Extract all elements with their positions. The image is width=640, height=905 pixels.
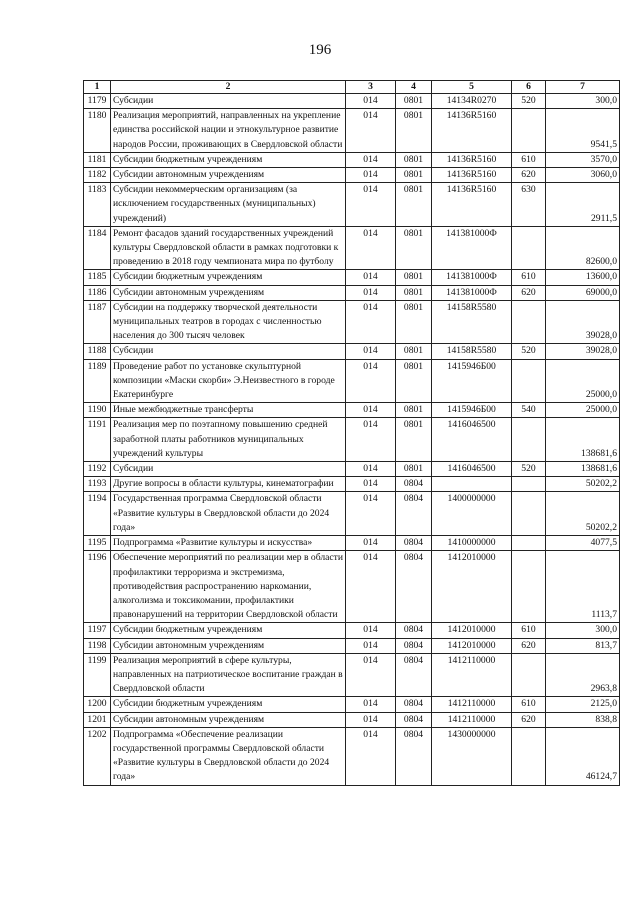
table-row bbox=[84, 638, 620, 653]
row-name: Реализация мер по поэтапному повышению средней заработной платы работников муниципальных учреждений культуры bbox=[111, 418, 346, 462]
table-row bbox=[84, 168, 620, 183]
row-name: Реализация мероприятий в сфере культуры, направленных на патриотическое воспитание граждан в Свердловской области bbox=[111, 653, 346, 697]
row-expense-type bbox=[512, 418, 546, 462]
row-expense-type: 610 bbox=[512, 623, 546, 638]
row-number: 1185 bbox=[84, 270, 111, 285]
table-row bbox=[84, 152, 620, 167]
row-target-code: 1430000000 bbox=[432, 727, 512, 785]
row-section-code: 0801 bbox=[396, 359, 432, 403]
row-sum: 838,8 bbox=[546, 712, 620, 727]
row-name: Ремонт фасадов зданий государственных учреждений культуры Свердловской области в рамках подготовки к проведению в 2018 году чемпионата мира по футболу bbox=[111, 226, 346, 270]
row-expense-type bbox=[512, 551, 546, 623]
row-name: Подпрограмма «Развитие культуры и искусства» bbox=[111, 536, 346, 551]
row-admin-code: 014 bbox=[346, 403, 396, 418]
row-admin-code: 014 bbox=[346, 536, 396, 551]
row-number: 1188 bbox=[84, 344, 111, 359]
row-admin-code: 014 bbox=[346, 359, 396, 403]
row-sum: 25000,0 bbox=[546, 403, 620, 418]
row-name: Подпрограмма «Обеспечение реализации государственной программы Свердловской области «Развитие культуры в Свердловской области до 2024 года» bbox=[111, 727, 346, 785]
table-row bbox=[84, 623, 620, 638]
row-admin-code: 014 bbox=[346, 94, 396, 109]
table-row bbox=[84, 94, 620, 109]
row-target-code: 1412010000 bbox=[432, 638, 512, 653]
row-sum: 2911,5 bbox=[546, 183, 620, 227]
row-expense-type: 610 bbox=[512, 270, 546, 285]
row-name: Субсидии бюджетным учреждениям bbox=[111, 697, 346, 712]
row-expense-type bbox=[512, 477, 546, 492]
table-row bbox=[84, 536, 620, 551]
row-name: Субсидии автономным учреждениям bbox=[111, 285, 346, 300]
row-name: Субсидии бюджетным учреждениям bbox=[111, 270, 346, 285]
row-number: 1200 bbox=[84, 697, 111, 712]
column-header: 5 bbox=[432, 81, 512, 94]
row-admin-code: 014 bbox=[346, 712, 396, 727]
row-section-code: 0804 bbox=[396, 477, 432, 492]
row-sum: 69000,0 bbox=[546, 285, 620, 300]
row-name: Субсидии bbox=[111, 462, 346, 477]
row-section-code: 0801 bbox=[396, 152, 432, 167]
row-number: 1187 bbox=[84, 300, 111, 344]
row-number: 1193 bbox=[84, 477, 111, 492]
table-row bbox=[84, 418, 620, 462]
row-admin-code: 014 bbox=[346, 638, 396, 653]
row-admin-code: 014 bbox=[346, 226, 396, 270]
row-sum: 2963,8 bbox=[546, 653, 620, 697]
row-sum: 1113,7 bbox=[546, 551, 620, 623]
table-row bbox=[84, 285, 620, 300]
table-row bbox=[84, 344, 620, 359]
row-section-code: 0804 bbox=[396, 551, 432, 623]
row-admin-code: 014 bbox=[346, 492, 396, 536]
row-expense-type: 610 bbox=[512, 697, 546, 712]
row-target-code: 14158R5580 bbox=[432, 344, 512, 359]
row-target-code: 1412110000 bbox=[432, 712, 512, 727]
row-target-code: 1416046500 bbox=[432, 462, 512, 477]
row-name: Проведение работ по установке скульптурной композиции «Маски скорби» Э.Неизвестного в городе Екатеринбурге bbox=[111, 359, 346, 403]
row-expense-type: 620 bbox=[512, 285, 546, 300]
row-admin-code: 014 bbox=[346, 270, 396, 285]
column-header: 2 bbox=[111, 81, 346, 94]
row-name: Государственная программа Свердловской области «Развитие культуры в Свердловской области до 2024 года» bbox=[111, 492, 346, 536]
row-name: Субсидии автономным учреждениям bbox=[111, 168, 346, 183]
row-number: 1184 bbox=[84, 226, 111, 270]
column-header: 3 bbox=[346, 81, 396, 94]
row-admin-code: 014 bbox=[346, 462, 396, 477]
row-expense-type: 620 bbox=[512, 638, 546, 653]
row-section-code: 0801 bbox=[396, 300, 432, 344]
row-section-code: 0801 bbox=[396, 168, 432, 183]
row-section-code: 0801 bbox=[396, 344, 432, 359]
row-section-code: 0804 bbox=[396, 697, 432, 712]
row-target-code: 141381000Ф bbox=[432, 285, 512, 300]
row-sum: 46124,7 bbox=[546, 727, 620, 785]
row-section-code: 0804 bbox=[396, 536, 432, 551]
row-target-code: 1412110000 bbox=[432, 653, 512, 697]
row-admin-code: 014 bbox=[346, 623, 396, 638]
row-name: Другие вопросы в области культуры, кинематографии bbox=[111, 477, 346, 492]
row-expense-type: 540 bbox=[512, 403, 546, 418]
row-section-code: 0801 bbox=[396, 403, 432, 418]
row-target-code: 141381000Ф bbox=[432, 270, 512, 285]
row-number: 1190 bbox=[84, 403, 111, 418]
row-admin-code: 014 bbox=[346, 344, 396, 359]
row-admin-code: 014 bbox=[346, 697, 396, 712]
page-number: 196 bbox=[308, 42, 332, 58]
row-number: 1180 bbox=[84, 109, 111, 153]
row-name: Субсидии bbox=[111, 344, 346, 359]
row-name: Субсидии автономным учреждениям bbox=[111, 638, 346, 653]
row-number: 1197 bbox=[84, 623, 111, 638]
row-section-code: 0804 bbox=[396, 638, 432, 653]
row-sum: 2125,0 bbox=[546, 697, 620, 712]
row-expense-type bbox=[512, 492, 546, 536]
row-section-code: 0801 bbox=[396, 270, 432, 285]
row-target-code: 14134R0270 bbox=[432, 94, 512, 109]
row-sum: 39028,0 bbox=[546, 344, 620, 359]
row-sum: 25000,0 bbox=[546, 359, 620, 403]
table-row bbox=[84, 492, 620, 536]
table-row bbox=[84, 477, 620, 492]
row-section-code: 0804 bbox=[396, 623, 432, 638]
row-number: 1198 bbox=[84, 638, 111, 653]
row-number: 1195 bbox=[84, 536, 111, 551]
row-section-code: 0801 bbox=[396, 226, 432, 270]
row-expense-type: 520 bbox=[512, 462, 546, 477]
table-row bbox=[84, 551, 620, 623]
row-admin-code: 014 bbox=[346, 168, 396, 183]
row-target-code: 14136R5160 bbox=[432, 168, 512, 183]
row-target-code: 14136R5160 bbox=[432, 152, 512, 167]
table-row bbox=[84, 712, 620, 727]
row-section-code: 0804 bbox=[396, 727, 432, 785]
row-name: Субсидии некоммерческим организациям (за исключением государственных (муниципальных) учреждений) bbox=[111, 183, 346, 227]
row-section-code: 0804 bbox=[396, 492, 432, 536]
row-number: 1182 bbox=[84, 168, 111, 183]
table-row bbox=[84, 462, 620, 477]
row-target-code: 14136R5160 bbox=[432, 109, 512, 153]
row-admin-code: 014 bbox=[346, 183, 396, 227]
row-admin-code: 014 bbox=[346, 109, 396, 153]
row-sum: 13600,0 bbox=[546, 270, 620, 285]
row-target-code: 1412010000 bbox=[432, 623, 512, 638]
row-number: 1196 bbox=[84, 551, 111, 623]
table-header-row bbox=[84, 81, 620, 94]
row-target-code bbox=[432, 477, 512, 492]
table-row bbox=[84, 727, 620, 785]
row-sum: 50202,2 bbox=[546, 492, 620, 536]
column-header: 4 bbox=[396, 81, 432, 94]
row-expense-type: 520 bbox=[512, 94, 546, 109]
row-sum: 138681,6 bbox=[546, 462, 620, 477]
table-row bbox=[84, 300, 620, 344]
column-header: 7 bbox=[546, 81, 620, 94]
row-sum: 138681,6 bbox=[546, 418, 620, 462]
column-header: 1 bbox=[84, 81, 111, 94]
row-expense-type bbox=[512, 300, 546, 344]
row-expense-type bbox=[512, 359, 546, 403]
row-number: 1202 bbox=[84, 727, 111, 785]
row-section-code: 0801 bbox=[396, 109, 432, 153]
row-admin-code: 014 bbox=[346, 418, 396, 462]
row-target-code: 141381000Ф bbox=[432, 226, 512, 270]
row-section-code: 0801 bbox=[396, 462, 432, 477]
row-admin-code: 014 bbox=[346, 300, 396, 344]
row-sum: 4077,5 bbox=[546, 536, 620, 551]
row-section-code: 0801 bbox=[396, 94, 432, 109]
row-name: Субсидии на поддержку творческой деятельности муниципальных театров в городах с численностью населения до 300 тысяч человек bbox=[111, 300, 346, 344]
row-expense-type bbox=[512, 653, 546, 697]
table-body bbox=[84, 94, 620, 786]
table-row bbox=[84, 183, 620, 227]
table-row bbox=[84, 359, 620, 403]
row-target-code: 1415946Б00 bbox=[432, 403, 512, 418]
row-admin-code: 014 bbox=[346, 653, 396, 697]
row-name: Субсидии bbox=[111, 94, 346, 109]
row-target-code: 1416046500 bbox=[432, 418, 512, 462]
row-number: 1191 bbox=[84, 418, 111, 462]
table-row bbox=[84, 109, 620, 153]
row-admin-code: 014 bbox=[346, 285, 396, 300]
table-row bbox=[84, 226, 620, 270]
row-section-code: 0801 bbox=[396, 183, 432, 227]
row-expense-type bbox=[512, 727, 546, 785]
row-sum: 82600,0 bbox=[546, 226, 620, 270]
row-number: 1201 bbox=[84, 712, 111, 727]
row-sum: 3570,0 bbox=[546, 152, 620, 167]
row-admin-code: 014 bbox=[346, 477, 396, 492]
row-section-code: 0801 bbox=[396, 418, 432, 462]
row-sum: 300,0 bbox=[546, 623, 620, 638]
row-section-code: 0801 bbox=[396, 285, 432, 300]
row-name: Субсидии автономным учреждениям bbox=[111, 712, 346, 727]
table-row bbox=[84, 697, 620, 712]
row-number: 1183 bbox=[84, 183, 111, 227]
row-target-code: 14158R5580 bbox=[432, 300, 512, 344]
row-admin-code: 014 bbox=[346, 551, 396, 623]
row-expense-type bbox=[512, 226, 546, 270]
row-sum: 39028,0 bbox=[546, 300, 620, 344]
row-expense-type: 620 bbox=[512, 712, 546, 727]
row-number: 1179 bbox=[84, 94, 111, 109]
row-section-code: 0804 bbox=[396, 712, 432, 727]
row-sum: 300,0 bbox=[546, 94, 620, 109]
row-target-code: 1412010000 bbox=[432, 551, 512, 623]
row-sum: 9541,5 bbox=[546, 109, 620, 153]
budget-table bbox=[83, 80, 620, 786]
row-expense-type: 630 bbox=[512, 183, 546, 227]
row-name: Субсидии бюджетным учреждениям bbox=[111, 623, 346, 638]
row-name: Обеспечение мероприятий по реализации мер в области профилактики терроризма и экстремизма, противодействия распространению наркомании, алкоголизма и токсикомании, профилактики правонарушений на территории Свердловской области bbox=[111, 551, 346, 623]
row-number: 1192 bbox=[84, 462, 111, 477]
row-admin-code: 014 bbox=[346, 727, 396, 785]
row-target-code: 1412110000 bbox=[432, 697, 512, 712]
row-name: Реализация мероприятий, направленных на укрепление единства российской нации и этнокультурное развитие народов России, проживающих в Свердловской области bbox=[111, 109, 346, 153]
row-admin-code: 014 bbox=[346, 152, 396, 167]
table-row bbox=[84, 270, 620, 285]
row-expense-type bbox=[512, 536, 546, 551]
row-target-code: 1415946Б00 bbox=[432, 359, 512, 403]
table-row bbox=[84, 403, 620, 418]
row-sum: 50202,2 bbox=[546, 477, 620, 492]
row-expense-type: 520 bbox=[512, 344, 546, 359]
table-row bbox=[84, 653, 620, 697]
row-target-code: 1410000000 bbox=[432, 536, 512, 551]
row-target-code: 1400000000 bbox=[432, 492, 512, 536]
row-expense-type: 610 bbox=[512, 152, 546, 167]
column-header: 6 bbox=[512, 81, 546, 94]
row-sum: 813,7 bbox=[546, 638, 620, 653]
row-sum: 3060,0 bbox=[546, 168, 620, 183]
row-number: 1186 bbox=[84, 285, 111, 300]
row-target-code: 14136R5160 bbox=[432, 183, 512, 227]
row-number: 1194 bbox=[84, 492, 111, 536]
row-number: 1181 bbox=[84, 152, 111, 167]
row-number: 1199 bbox=[84, 653, 111, 697]
row-section-code: 0804 bbox=[396, 653, 432, 697]
row-name: Иные межбюджетные трансферты bbox=[111, 403, 346, 418]
row-name: Субсидии бюджетным учреждениям bbox=[111, 152, 346, 167]
row-expense-type: 620 bbox=[512, 168, 546, 183]
row-number: 1189 bbox=[84, 359, 111, 403]
row-expense-type bbox=[512, 109, 546, 153]
